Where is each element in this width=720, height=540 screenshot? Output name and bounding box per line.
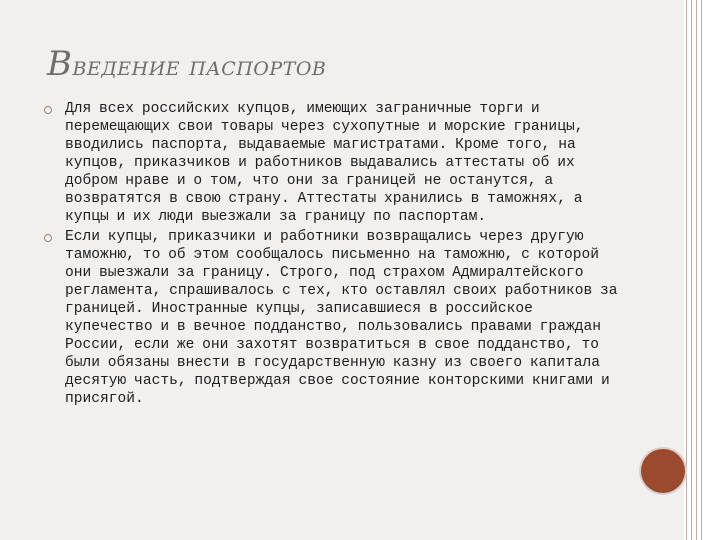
decorative-line (691, 0, 692, 540)
list-item (44, 228, 624, 408)
slide-title (47, 44, 667, 84)
title-rest: ведение паспортов (72, 51, 327, 82)
list-item-text: Если купцы, приказчики и работники возвращались через другую таможню, то об этом сообщалось письменно на таможню, с которой они выезжали за границу. Строго, под страхом Адмиралтейского регламента, спрашивалось с тех, кто оставлял своих работников за границей. Иностранные купцы, записавшиеся в российское купечество и в вечное подданство, пользовались правами граждан России, если же они захотят возвратиться в свое подданство, то были обязаны внести в государственную казну из своего капитала десятую часть, подтверждая свое состояние конторскими книгами и присягой. (65, 229, 618, 407)
right-decorative-band (684, 0, 720, 540)
title-initial: В (47, 44, 73, 84)
ring-bullet-icon (44, 234, 52, 242)
bullet-list (44, 100, 624, 410)
decorative-line (696, 0, 697, 540)
list-item-text: Для всех российских купцов, имеющих заграничные торги и перемещающих свои товары через сухопутные и морские границы, вводились паспорта, выдаваемые магистратами. Кроме того, на купцов, приказчиков и работников выдавались аттестаты об их добром нраве и о том, что они за границей не останутся, а возвратятся в свою страну. Аттестаты хранились в таможнях, а купцы и их люди выезжали за границу по паспортам. (65, 101, 584, 225)
decorative-line (686, 0, 687, 540)
list-item (44, 100, 624, 226)
ring-bullet-icon (44, 106, 52, 114)
circle-accent-icon (641, 449, 685, 493)
decorative-line (701, 0, 702, 540)
